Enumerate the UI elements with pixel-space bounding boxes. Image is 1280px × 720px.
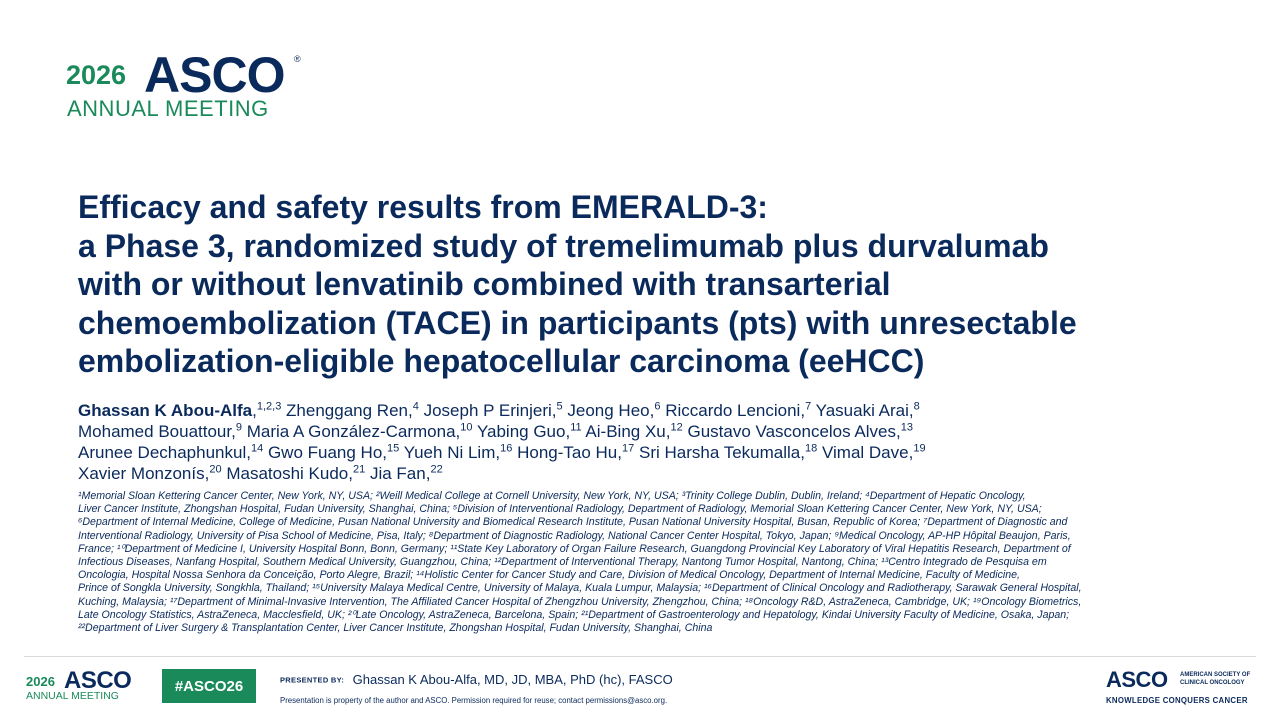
slide-title (78, 188, 1258, 381)
society-tagline: KNOWLEDGE CONQUERS CANCER (1106, 696, 1248, 705)
asco-annual-meeting-logo (66, 47, 326, 122)
author-affiliation-index: 22 (430, 463, 443, 476)
affiliation-line: ¹Memorial Sloan Kettering Cancer Center, New York, NY, USA; ²Weill Medical College at Cornell University, New York, NY, USA; ³Trinity College Dublin, Dublin, Ireland; ⁴Department of Hepatic Oncology, (78, 490, 1026, 502)
society-logo-brand: ASCO (1106, 667, 1168, 692)
title-line: with or without lenvatinib combined with transarterial (78, 266, 891, 302)
author-name: Hong-Tao Hu (517, 443, 618, 462)
author-line: Mohamed Bouattour,$^9$ Maria A González-Carmona,$^{10}$ Yabing Guo,$^{11}$ Ai-Bing Xu,$^{12}$ Gustavo Vasconcelos Alves,$^{13}$ (78, 421, 913, 441)
author-affiliation-index: 14 (250, 442, 264, 455)
footer-logo-brand: ASCO (64, 667, 132, 694)
footer-logo-subtitle: ANNUAL MEETING (26, 690, 119, 702)
author-name: Arunee Dechaphunkul (78, 443, 247, 462)
author-name: Vimal Dave (821, 443, 909, 462)
title-line: Efficacy and safety results from EMERALD-3: (78, 189, 768, 225)
affiliation-line: ⁶Department of Internal Medicine, College of Medicine, Pusan National University and Biomedical Research Institute, Pusan National University Hospital, Busan, Republic of Korea; ⁷Department of Diagnostic and (78, 516, 1068, 529)
affiliation-line: Interventional Radiology, University of Pisa School of Medicine, Pisa, Italy; ⁸Department of Diagnostic Radiology, National Cancer Center Hospital, Tokyo, Japan; ⁹Medical Oncology, AP-HP Hôpital Beaujon, Paris, (78, 529, 1071, 542)
author-affiliation-index: 11 (570, 421, 582, 434)
author-affiliation-index: 9 (235, 421, 242, 434)
author-name: Ai-Bing Xu (585, 422, 666, 441)
author-name: Yueh Ni Lim (403, 443, 496, 462)
author-affiliation-index: 10 (460, 421, 473, 434)
author-line: Ghassan K Abou-Alfa,$^{1,2,3}$ Zhenggang Ren,$^4$ Joseph P Erinjeri,$^5$ Jeong Heo,$^6$ Riccardo Lencioni,$^7$ Yasuaki Arai,$^8$ (78, 400, 920, 420)
title-line: a Phase 3, randomized study of tremelimumab plus durvalumab (78, 227, 1049, 264)
author-name: Sri Harsha Tekumalla (638, 443, 801, 462)
author-name: Mohamed Bouattour (78, 422, 232, 441)
author-affiliation-index: 18 (804, 442, 818, 455)
affiliation-line: Kuching, Malaysia; ¹⁷Department of Minimal-Invasive Intervention, The Affiliated Cancer Hospital of Zhengzhou University, Zhengzhou, China; ¹⁸Oncology R&D, AstraZeneca, Cambridge, UK; ¹⁹Oncology Biometrics, (78, 595, 1082, 608)
author-name: Jia Fan (369, 464, 426, 483)
author-name: Masatoshi Kudo (226, 464, 349, 483)
affiliation-line: Late Oncology Statistics, AstraZeneca, Macclesfield, UK; ²⁰Late Oncology, AstraZeneca, Barcelona, Spain; ²¹Department of Gastroenterology and Hepatology, Kindai University Faculty of Medicine, Osaka, Japan; (78, 608, 1070, 621)
author-affiliation-index: 4 (412, 400, 419, 413)
footer-logo-year: 2026 (26, 674, 55, 689)
author-line: Arunee Dechaphunkul,$^{14}$ Gwo Fuang Ho,$^{15}$ Yueh Ni Lim,$^{16}$ Hong-Tao Hu,$^{17}$ Sri Harsha Tekumalla,$^{18}$ Vimal Dave,$^{19}$ (78, 442, 926, 462)
logo-year: 2026 (66, 60, 127, 90)
author-name: Gwo Fuang Ho (267, 443, 383, 462)
author-line: Xavier Monzonís,$^{20}$ Masatoshi Kudo,$^{21}$ Jia Fan,$^{22}$ (78, 463, 443, 483)
author-name: Joseph P Erinjeri (423, 401, 552, 420)
presented-by-label: PRESENTED BY: (280, 675, 345, 685)
author-affiliation-index: 12 (670, 421, 683, 434)
author-name: Zhenggang Ren (286, 401, 408, 420)
copyright-notice: Presentation is property of the author and ASCO. Permission required for reuse; contact permissions@asco.org. (280, 696, 668, 705)
affiliation-line: France; ¹⁰Department of Medicine I, University Hospital Bonn, Bonn, Germany; ¹¹State Key Laboratory of Organ Failure Research, Guangdong Provincial Key Laboratory of Viral Hepatitis Research, Department of (78, 542, 1071, 555)
author-name: Maria A González-Carmona (246, 422, 456, 441)
logo-brand: ASCO (144, 47, 285, 103)
logo-registered-mark: ® (294, 54, 301, 64)
author-name: Xavier Monzonís (78, 464, 205, 483)
affiliation-line: Infectious Diseases, Nanfang Hospital, Southern Medical University, Guangzhou, China; ¹²Department of Interventional Therapy, Nantong Tumor Hospital, Nantong, China; ¹³Centro Integrado de Pesquisa em (78, 556, 1047, 569)
author-affiliation-index: 15 (387, 442, 400, 455)
logo-subtitle: ANNUAL MEETING (67, 96, 269, 121)
title-line: embolization-eligible hepatocellular carcinoma (eeHCC) (78, 343, 925, 379)
presented-by (280, 671, 673, 689)
author-affiliation-index: 17 (622, 442, 635, 455)
author-affiliation-index: 6 (654, 400, 661, 413)
asco-society-logo (1106, 667, 1256, 708)
author-affiliation-index: 7 (805, 400, 812, 413)
author-affiliation-index: 20 (209, 463, 222, 476)
affiliation-line: Liver Cancer Institute, Zhongshan Hospital, Fudan University, Shanghai, China; ⁵Division of Interventional Radiology, Department of Radiology, Memorial Sloan Kettering Cancer Center, New York, NY, USA; (78, 503, 1042, 516)
title-line: chemoembolization (TACE) in participants (pts) with unresectable (78, 304, 1077, 341)
footer-divider (24, 656, 1256, 657)
society-name: AMERICAN SOCIETY OF CLINICAL ONCOLOGY (1180, 672, 1251, 686)
presenting-author-name: Ghassan K Abou-Alfa (78, 401, 253, 420)
hashtag-badge: #ASCO26 (162, 669, 256, 703)
author-name: Jeong Heo (567, 401, 650, 420)
author-affiliation-index: 1,2,3 (256, 400, 282, 413)
author-name: Gustavo Vasconcelos Alves (687, 422, 896, 441)
author-name: Yabing Guo (476, 422, 566, 441)
affiliation-line: ²²Department of Liver Surgery & Transplantation Center, Liver Cancer Institute, Zhongshan Hospital, Fudan University, Shanghai, China (78, 622, 713, 635)
author-affiliation-index: 5 (556, 400, 563, 413)
presenter-name: Ghassan K Abou-Alfa, MD, JD, MBA, PhD (hc), FASCO (352, 672, 673, 688)
author-affiliation-index: 16 (500, 442, 513, 455)
author-affiliation-index: 13 (900, 421, 913, 434)
author-list (78, 400, 1258, 484)
author-affiliation-index: 19 (913, 442, 926, 455)
affiliation-line: Prince of Songkla University, Songkhla, Thailand; ¹⁵University Malaya Medical Centre, University of Malaya, Kuala Lumpur, Malaysia; ¹⁶Department of Clinical Oncology and Radiotherapy, Sarawak General Hospital, (78, 582, 1082, 595)
author-name: Riccardo Lencioni (665, 401, 801, 420)
footer-asco-annual-meeting-logo (26, 669, 146, 709)
affiliation-list (78, 490, 1238, 635)
author-name: Yasuaki Arai (815, 401, 909, 420)
affiliation-line: Oncologia, Hospital Nossa Senhora da Conceição, Porto Alegre, Brazil; ¹⁴Holistic Center for Cancer Study and Care, Division of Medical Oncology, Department of Internal Medicine, Faculty of Medicine, (78, 569, 1020, 582)
author-affiliation-index: 8 (913, 400, 920, 413)
author-affiliation-index: 21 (352, 463, 366, 476)
